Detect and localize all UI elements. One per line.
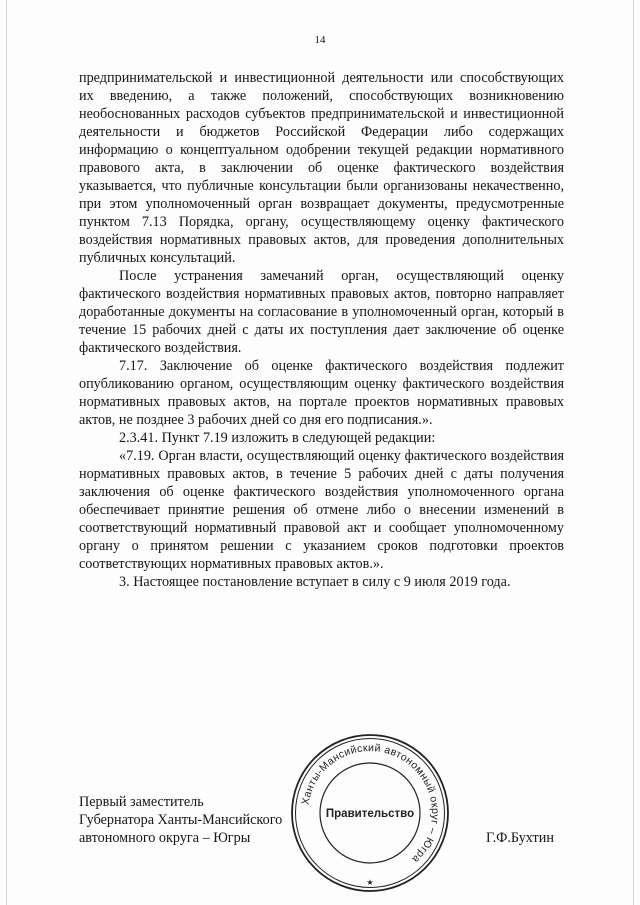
paragraph-2-3-41: 2.3.41. Пункт 7.19 изложить в следующей редакции: [119, 430, 436, 446]
signer-name: Г.Ф.Бухтин [486, 830, 554, 846]
document-body [79, 69, 564, 591]
seal-center-text: Правительство [325, 808, 415, 820]
signer-position-line: Губернатора Ханты-Мансийского [79, 812, 283, 828]
seal-star-icon: ★ [366, 878, 374, 887]
page-number: 14 [314, 34, 326, 46]
official-seal [288, 731, 452, 895]
scan-edge-right [633, 0, 634, 905]
paragraph-7-19: «7.19. Орган власти, осуществляющий оценку фактического воздействия нормативных правовых актов, в течение 5 рабочих дней с даты получения заключения об оценке фактического воздействия уполномоченного органа обеспечивает принятие решения об отмене либо о внесении изменений в соответствующий нормативный правовой акт и сообщает уполномоченному органу о принятом решении с указанием сроков подготовки проектов соответствующих нормативных правовых актов.». [79, 448, 564, 572]
paragraph-resubmission: После устранения замечаний орган, осуществляющий оценку фактического воздействия нормативных правовых актов, повторно направляет доработанные документы на согласование в уполномоченный орган, который в течение 15 рабочих дней с даты их поступления дает заключение об оценке фактического воздействия. [79, 268, 564, 356]
signer-position-line: автономного округа – Югры [79, 830, 251, 846]
paragraph-effective-date: 3. Настоящее постановление вступает в силу с 9 июля 2019 года. [119, 574, 511, 590]
signer-position-line: Первый заместитель [79, 794, 204, 810]
signature-block [79, 793, 282, 847]
scan-edge-left [6, 0, 7, 905]
paragraph-7-17: 7.17. Заключение об оценке фактического воздействия подлежит опубликованию органом, осуществляющим оценку фактического воздействия нормативных правовых актов, на портале проектов нормативных правовых актов, не позднее 3 рабочих дней со дня его подписания.». [79, 358, 564, 428]
paragraph-continuation: предпринимательской и инвестиционной деятельности или способствующих их введению, а также положений, способствующих возникновению необоснованных расходов субъектов предпринимательской и инвестиционной деятельности и бюджетов Российской Федерации либо содержащих информацию о концептуальном одобрении текущей редакции нормативного правового акта, в заключении об оценке фактического воздействия указывается, что публичные консультации были организованы некачественно, при этом уполномоченный орган возвращает документы, предусмотренные пунктом 7.13 Порядка, органу, осуществляющему оценку фактического воздействия нормативных правовых актов, для проведения дополнительных публичных консультаций. [79, 70, 564, 266]
seal-ring-text: Ханты-Мансийский автономный округ – Югра [299, 741, 442, 866]
